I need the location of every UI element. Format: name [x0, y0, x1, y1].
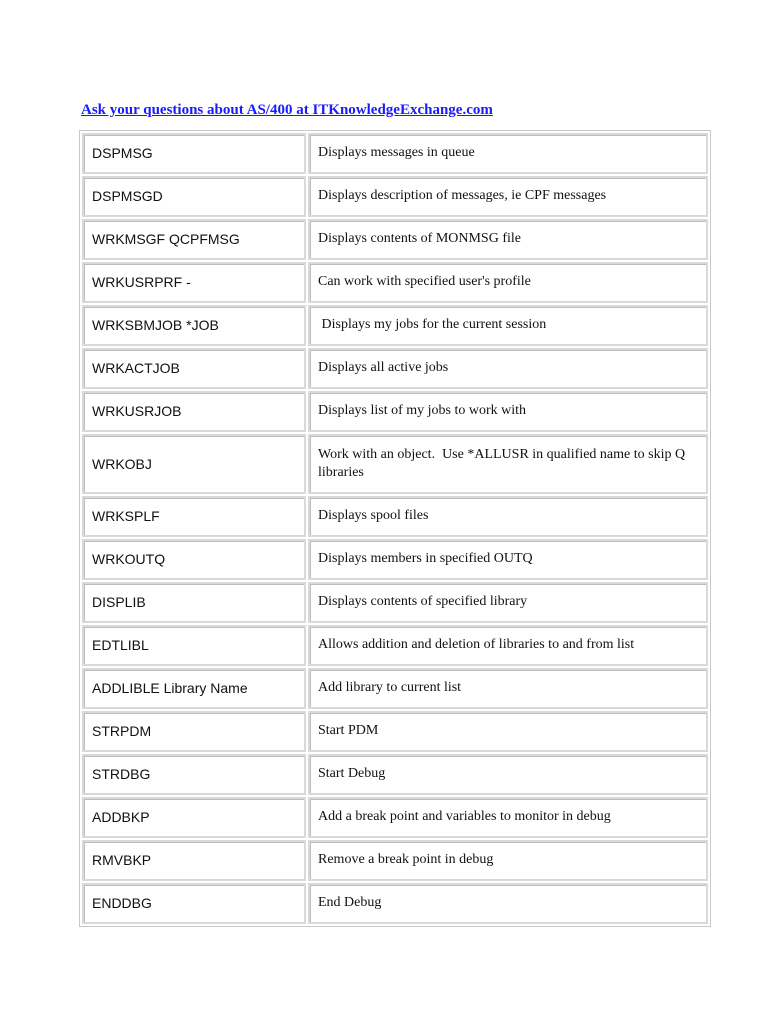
description-cell: Add a break point and variables to monitor in debug: [308, 797, 708, 838]
description-cell: Displays all active jobs: [308, 348, 708, 389]
command-cell: DISPLIB: [82, 582, 306, 623]
command-cell: DSPMSGD: [82, 176, 306, 217]
commands-table: [79, 130, 711, 927]
command-cell: DSPMSG: [82, 133, 306, 174]
command-cell: ADDLIBLE Library Name: [82, 668, 306, 709]
command-cell: WRKOUTQ: [82, 539, 306, 580]
table-row: [82, 262, 708, 303]
description-cell: Displays contents of MONMSG file: [308, 219, 708, 260]
table-row: [82, 539, 708, 580]
description-cell: End Debug: [308, 883, 708, 924]
description-cell: Can work with specified user's profile: [308, 262, 708, 303]
description-cell: Displays members in specified OUTQ: [308, 539, 708, 580]
command-cell: ENDDBG: [82, 883, 306, 924]
description-cell: Allows addition and deletion of libraries to and from list: [308, 625, 708, 666]
command-cell: WRKOBJ: [82, 434, 306, 494]
description-cell: Displays list of my jobs to work with: [308, 391, 708, 432]
table-row: [82, 133, 708, 174]
command-cell: WRKSPLF: [82, 496, 306, 537]
description-cell: Displays contents of specified library: [308, 582, 708, 623]
command-cell: WRKACTJOB: [82, 348, 306, 389]
description-cell: Displays my jobs for the current session: [308, 305, 708, 346]
table-row: [82, 883, 708, 924]
description-cell: Work with an object. Use *ALLUSR in qualified name to skip Q libraries: [308, 434, 708, 494]
table-row: [82, 496, 708, 537]
description-cell: Add library to current list: [308, 668, 708, 709]
description-cell: Remove a break point in debug: [308, 840, 708, 881]
table-row: [82, 668, 708, 709]
description-cell: Displays spool files: [308, 496, 708, 537]
table-row: [82, 176, 708, 217]
table-row: [82, 711, 708, 752]
command-cell: WRKSBMJOB *JOB: [82, 305, 306, 346]
table-row: [82, 305, 708, 346]
table-row: [82, 219, 708, 260]
command-cell: STRDBG: [82, 754, 306, 795]
table-row: [82, 582, 708, 623]
command-cell: STRPDM: [82, 711, 306, 752]
description-cell: Displays description of messages, ie CPF messages: [308, 176, 708, 217]
command-cell: WRKUSRJOB: [82, 391, 306, 432]
table-row: [82, 348, 708, 389]
description-cell: Start PDM: [308, 711, 708, 752]
table-row: [82, 754, 708, 795]
table-row: [82, 797, 708, 838]
table-row: [82, 391, 708, 432]
command-cell: EDTLIBL: [82, 625, 306, 666]
command-cell: ADDBKP: [82, 797, 306, 838]
description-cell: Displays messages in queue: [308, 133, 708, 174]
table-row: [82, 434, 708, 494]
command-cell: WRKMSGF QCPFMSG: [82, 219, 306, 260]
table-row: [82, 840, 708, 881]
command-cell: WRKUSRPRF -: [82, 262, 306, 303]
table-row: [82, 625, 708, 666]
itknowledgeexchange-link[interactable]: Ask your questions about AS/400 at ITKnowledgeExchange.com: [81, 102, 493, 118]
command-cell: RMVBKP: [82, 840, 306, 881]
description-cell: Start Debug: [308, 754, 708, 795]
